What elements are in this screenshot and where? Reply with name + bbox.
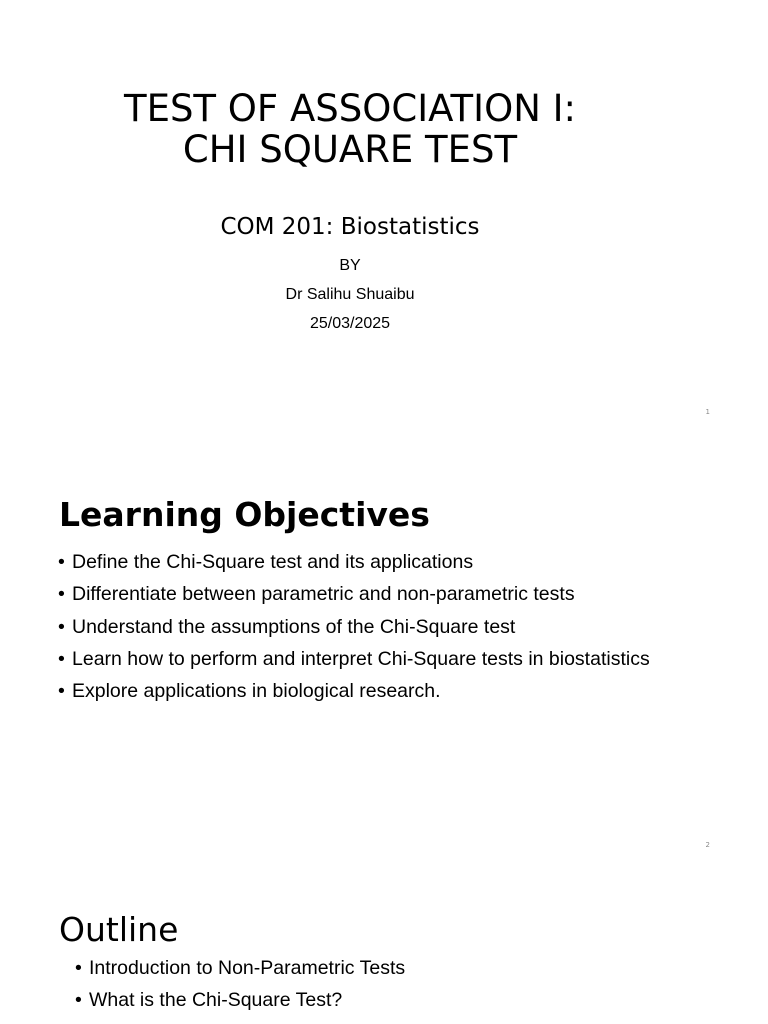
list-item — [58, 643, 650, 675]
list-item-text: Understand the assumptions of the Chi-Square test — [72, 615, 516, 638]
list-item — [58, 578, 650, 610]
bullet-icon: • — [58, 615, 65, 638]
slide-1 — [0, 0, 768, 433]
list-item-text: Learn how to perform and interpret Chi-Square tests in biostatistics — [72, 647, 650, 670]
list-item — [75, 952, 405, 984]
presentation-date: 25/03/2025 — [309, 315, 391, 332]
list-item-text: Define the Chi-Square test and its applications — [72, 551, 474, 573]
bullet-icon: • — [58, 583, 65, 606]
objectives-heading: Learning Objectives — [59, 495, 430, 534]
page-number: 1 — [705, 408, 710, 416]
title-line-2: CHI SQUARE TEST — [182, 128, 518, 171]
list-item-text: What is the Chi-Square Test? — [89, 989, 343, 1012]
title-line-1: TEST OF ASSOCIATION I: — [123, 87, 577, 130]
list-item-text: Explore applications in biological research. — [72, 680, 441, 703]
list-item — [58, 611, 650, 643]
list-item — [58, 675, 650, 707]
list-item-text: Differentiate between parametric and non-parametric tests — [72, 583, 575, 606]
bullet-icon: • — [58, 680, 65, 703]
author-name: Dr Salihu Shuaibu — [285, 286, 415, 303]
list-item — [58, 546, 650, 578]
bullet-icon: • — [75, 957, 82, 979]
bullet-icon: • — [58, 551, 65, 573]
slide-2 — [0, 433, 768, 866]
course-subtitle: COM 201: Biostatistics — [220, 214, 480, 240]
slide-3 — [0, 866, 768, 1024]
slide-title — [0, 88, 700, 170]
bullet-icon: • — [75, 989, 82, 1012]
list-item — [75, 984, 405, 1016]
outline-list — [75, 952, 405, 1017]
objectives-list — [58, 546, 650, 707]
list-item-text: Introduction to Non-Parametric Tests — [89, 957, 406, 979]
outline-heading: Outline — [59, 910, 179, 949]
page-number: 2 — [705, 841, 710, 849]
bullet-icon: • — [58, 647, 65, 670]
by-label: BY — [339, 257, 361, 274]
